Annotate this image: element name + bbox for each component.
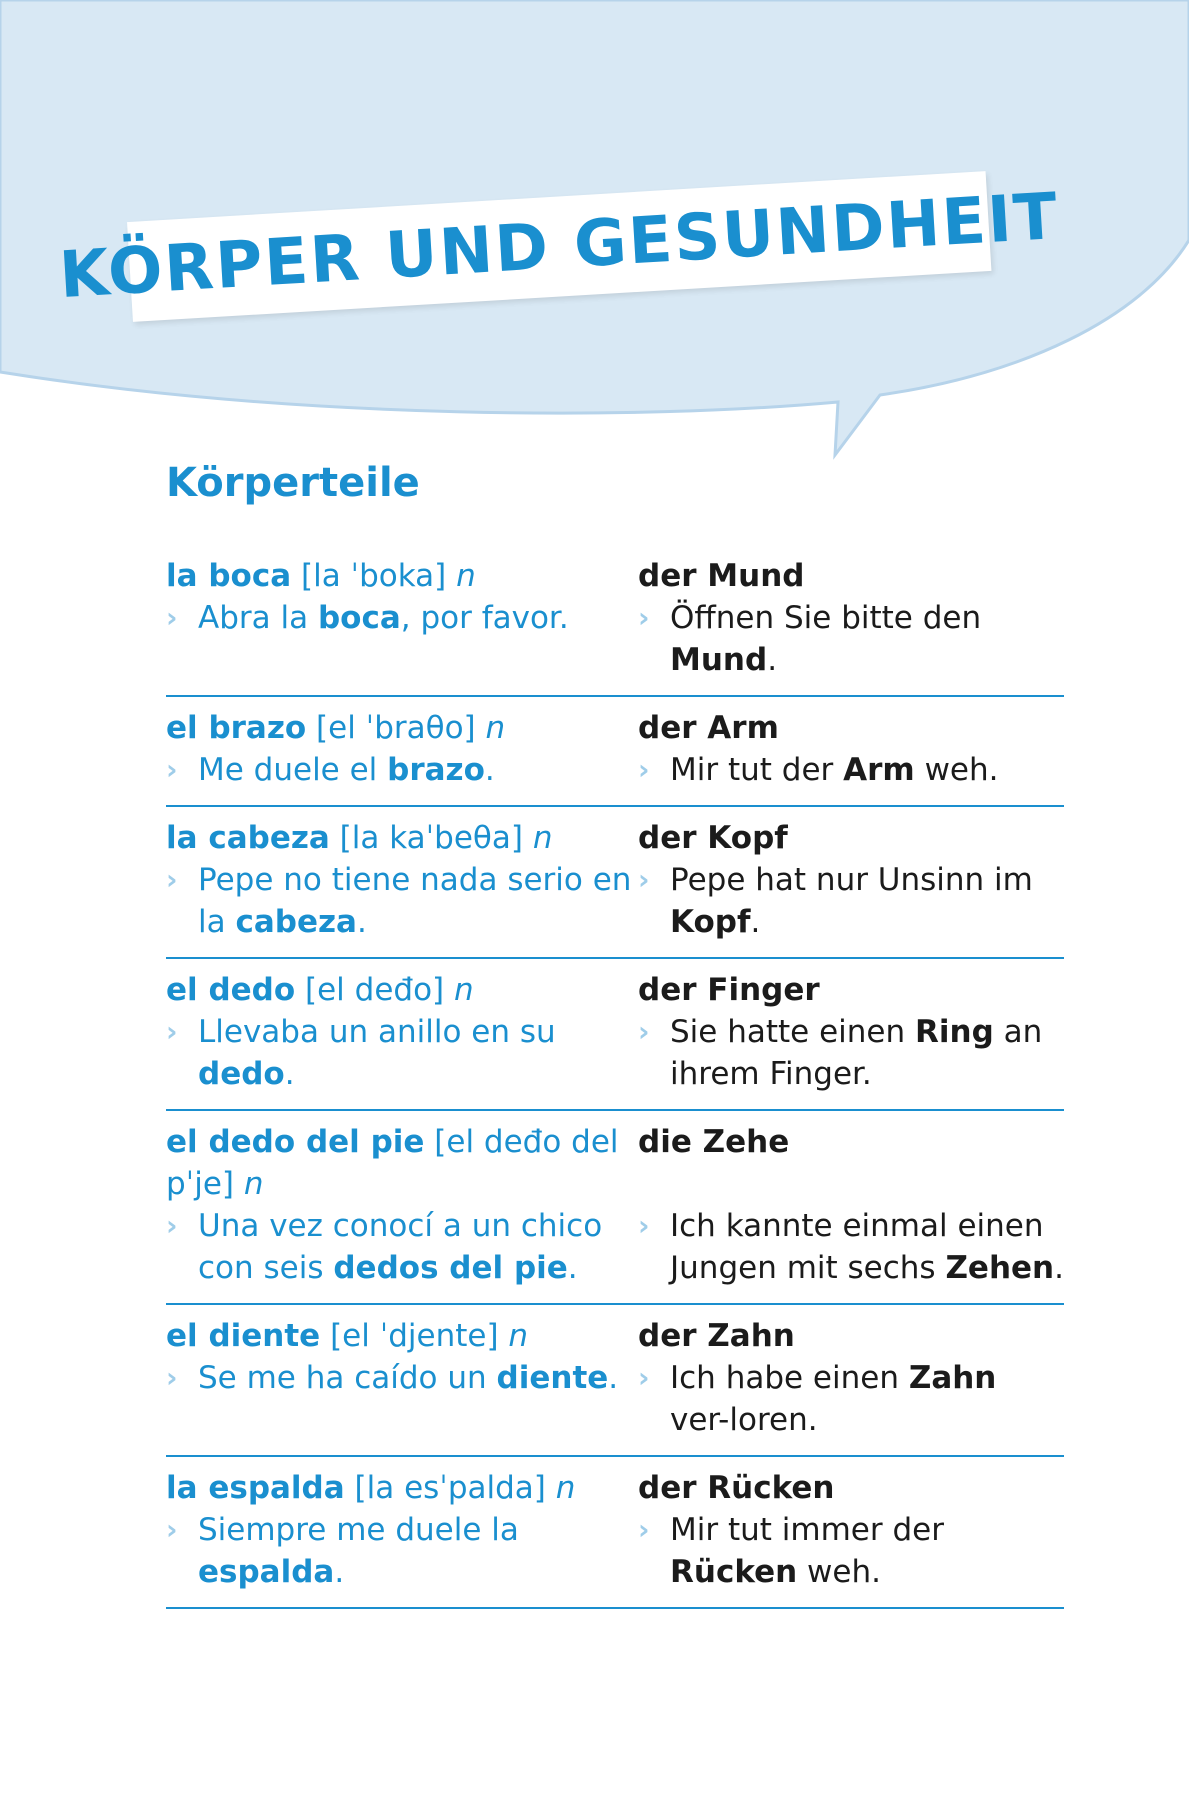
example-text: .	[767, 642, 778, 678]
example-keyword: cabeza	[235, 904, 357, 940]
chevron-right-icon: ›	[638, 1209, 650, 1242]
example-text: ver-loren.	[670, 1402, 818, 1438]
example-keyword: brazo	[387, 752, 485, 788]
spanish-headword: el dedo	[166, 972, 296, 1008]
example-keyword: Ring	[915, 1014, 994, 1050]
spanish-example	[166, 597, 638, 639]
chevron-right-icon: ›	[166, 1209, 178, 1242]
spanish-example	[166, 859, 638, 943]
pronunciation: [el deđo]	[305, 972, 445, 1008]
part-of-speech: n	[243, 1166, 264, 1202]
vocabulary-entry	[166, 697, 1064, 807]
example-text: Me duele el	[198, 752, 388, 788]
pronunciation: [la kaˈbeθa]	[339, 820, 523, 856]
chevron-right-icon: ›	[166, 601, 178, 634]
example-keyword: dedo	[198, 1056, 285, 1092]
example-text: Mir tut der	[670, 752, 844, 788]
example-text: Siempre me duele la	[198, 1512, 519, 1548]
german-example	[638, 1357, 1064, 1441]
german-column	[638, 1467, 1064, 1593]
german-example	[638, 859, 1064, 943]
part-of-speech: n	[532, 820, 553, 856]
pronunciation: [el ˈdjente]	[330, 1318, 499, 1354]
spanish-headword: la boca	[166, 558, 292, 594]
example-keyword: Rücken	[670, 1554, 798, 1590]
german-headword: der Mund	[638, 558, 805, 594]
pronunciation: [el deđo del pˈje]	[166, 1124, 619, 1202]
chevron-right-icon: ›	[638, 1015, 650, 1048]
german-column	[638, 1315, 1064, 1441]
vocabulary-entry	[166, 807, 1064, 959]
chevron-right-icon: ›	[638, 1513, 650, 1546]
spanish-column	[166, 707, 638, 791]
spanish-headword: la cabeza	[166, 820, 330, 856]
spanish-example	[166, 749, 638, 791]
vocabulary-entry	[166, 1111, 1064, 1305]
example-text: Ich habe einen	[670, 1360, 909, 1396]
example-text: weh.	[914, 752, 999, 788]
example-text: .	[356, 904, 367, 940]
spanish-column	[166, 1121, 638, 1289]
example-text: .	[750, 904, 761, 940]
example-keyword: Zehen	[945, 1250, 1055, 1286]
german-headword: der Arm	[638, 710, 779, 746]
chevron-right-icon: ›	[638, 1361, 650, 1394]
example-keyword: Kopf	[670, 904, 751, 940]
spanish-column	[166, 555, 638, 681]
chevron-right-icon: ›	[638, 863, 650, 896]
german-example	[638, 1205, 1064, 1289]
spanish-headword: el diente	[166, 1318, 321, 1354]
chevron-right-icon: ›	[638, 753, 650, 786]
spanish-example	[166, 1357, 638, 1399]
spanish-example	[166, 1509, 638, 1593]
german-example	[638, 749, 1064, 791]
spanish-headword: el brazo	[166, 710, 307, 746]
example-keyword: Arm	[843, 752, 915, 788]
spanish-example	[166, 1011, 638, 1095]
spanish-column	[166, 1315, 638, 1441]
example-keyword: espalda	[198, 1554, 335, 1590]
example-text: Se me ha caído un	[198, 1360, 497, 1396]
example-text: Sie hatte einen	[670, 1014, 916, 1050]
pronunciation: [la esˈpalda]	[354, 1470, 546, 1506]
part-of-speech: n	[454, 972, 474, 1008]
german-column	[638, 707, 1064, 791]
example-text: an ihrem Finger.	[670, 1014, 1043, 1092]
german-headword: die Zehe	[638, 1124, 790, 1160]
part-of-speech: n	[456, 558, 476, 594]
part-of-speech: n	[485, 710, 506, 746]
example-text: Abra la	[198, 600, 318, 636]
example-text: Pepe no tiene nada serio en la	[198, 862, 632, 940]
chevron-right-icon: ›	[166, 863, 178, 896]
german-example	[638, 597, 1064, 681]
example-text: Mir tut immer der	[670, 1512, 944, 1548]
example-text: .	[608, 1360, 619, 1396]
vocabulary-list	[166, 545, 1064, 1609]
vocabulary-entry	[166, 1305, 1064, 1457]
example-keyword: diente	[496, 1360, 609, 1396]
example-text: , por favor.	[400, 600, 569, 636]
example-keyword: Mund	[670, 642, 768, 678]
chevron-right-icon: ›	[166, 753, 178, 786]
example-text: .	[1054, 1250, 1064, 1286]
spanish-column	[166, 969, 638, 1095]
vocabulary-entry	[166, 545, 1064, 697]
german-column	[638, 1121, 1064, 1289]
section-heading: Körperteile	[166, 460, 420, 506]
example-text: .	[284, 1056, 295, 1092]
spanish-headword: la espalda	[166, 1470, 345, 1506]
vocabulary-entry	[166, 959, 1064, 1111]
german-column	[638, 555, 1064, 681]
part-of-speech: n	[555, 1470, 576, 1506]
pronunciation: [el ˈbraθo]	[316, 710, 476, 746]
german-headword: der Zahn	[638, 1318, 795, 1354]
german-headword: der Finger	[638, 972, 820, 1008]
chevron-right-icon: ›	[638, 601, 650, 634]
german-headword: der Kopf	[638, 820, 788, 856]
example-text: Llevaba un anillo en su	[198, 1014, 556, 1050]
example-text: Una vez conocí a un chico con seis	[198, 1208, 603, 1286]
german-headword: der Rücken	[638, 1470, 835, 1506]
example-text: Pepe hat nur Unsinn im	[670, 862, 1033, 898]
spanish-column	[166, 1467, 638, 1593]
vocabulary-entry	[166, 1457, 1064, 1609]
example-text: weh.	[797, 1554, 881, 1590]
part-of-speech: n	[508, 1318, 529, 1354]
example-text: .	[334, 1554, 345, 1590]
example-keyword: dedos del pie	[333, 1250, 568, 1286]
spanish-example	[166, 1205, 638, 1289]
chevron-right-icon: ›	[166, 1513, 178, 1546]
german-column	[638, 817, 1064, 943]
chevron-right-icon: ›	[166, 1361, 178, 1394]
example-text: Öffnen Sie bitte den	[670, 600, 982, 636]
page-title: KÖRPER UND GESUNDHEIT	[57, 179, 1062, 314]
example-keyword: boca	[317, 600, 401, 636]
example-text: Ich kannte einmal einen Jungen mit sechs	[670, 1208, 1044, 1286]
example-keyword: Zahn	[908, 1360, 997, 1396]
pronunciation: [la ˈboka]	[300, 558, 447, 594]
spanish-column	[166, 817, 638, 943]
german-example	[638, 1011, 1064, 1095]
german-example	[638, 1509, 1064, 1593]
german-column	[638, 969, 1064, 1095]
chevron-right-icon: ›	[166, 1015, 178, 1048]
example-text: .	[567, 1250, 578, 1286]
example-text: .	[484, 752, 495, 788]
spanish-headword: el dedo del pie	[166, 1124, 425, 1160]
